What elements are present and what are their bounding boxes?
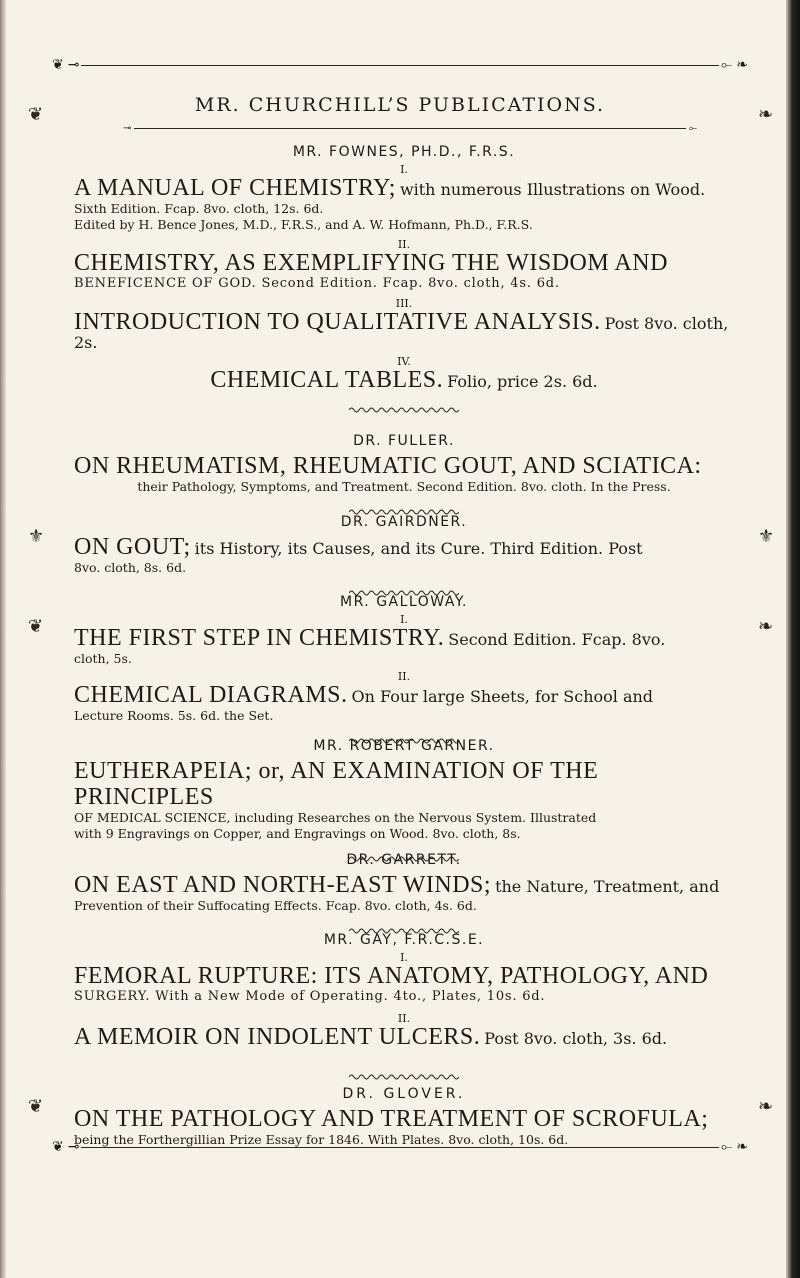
entry-details: Edited by H. Bence Jones, M.D., F.R.S., and A. W. Hofmann, Ph.D., F.R.S. (74, 217, 533, 232)
catalogue-entry (74, 534, 734, 560)
entry-number: I. (400, 163, 408, 176)
author-heading: MR. ROBERT GARNER. (313, 738, 495, 754)
wavy-divider (74, 1066, 734, 1076)
section-glover (74, 1086, 734, 1148)
side-flourish-icon: ❧ (758, 104, 774, 125)
entry-title: INTRODUCTION TO QUALITATIVE ANALYSIS. (74, 309, 601, 335)
wavy-divider (74, 501, 734, 511)
entry-title: FEMORAL RUPTURE: ITS ANATOMY, PATHOLOGY, AND (74, 963, 709, 989)
entry-title: ON EAST AND NORTH-EAST WINDS; (74, 872, 492, 898)
author-heading: DR. GAIRDNER. (340, 514, 468, 530)
entry-tail: Second Edition. Fcap. 8vo. (448, 630, 666, 649)
entry-details: Lecture Rooms. 5s. 6d. the Set. (74, 708, 274, 723)
side-flourish-icon: ❧ (758, 616, 774, 637)
head-rule: ⊸ ⟜ (123, 122, 697, 134)
section-fownes (74, 144, 734, 415)
entry-tail: Post 8vo. cloth, 2s. (74, 314, 729, 352)
entry-number: I. (400, 613, 408, 626)
catalogue-entry (74, 175, 734, 201)
section-gairdner (74, 514, 734, 598)
entry-tail: On Four large Sheets, for School and (351, 687, 654, 706)
entry-title: ON GOUT; (74, 534, 191, 560)
page-right-edge (786, 0, 800, 1278)
catalogue-entry (74, 309, 734, 352)
entry-number: II. (397, 670, 411, 683)
flourish-ornament-icon: ❦ (52, 57, 64, 73)
side-flourish-icon: ⚜ (28, 526, 45, 547)
entry-title: EUTHERAPEIA; or, AN EXAMINATION OF THE PRINCIPLES (74, 758, 599, 810)
flourish-ornament-icon: ❧ (736, 57, 748, 73)
catalogue-entry (74, 872, 734, 898)
bottom-ornamental-rule: ❦ ⊸ ⟜ ❧ (52, 1139, 748, 1155)
entry-details: OF MEDICAL SCIENCE, including Researches on the Nervous System. Illustrated (74, 810, 597, 825)
entry-tail: the Nature, Treatment, and (495, 877, 720, 896)
top-ornamental-rule: ❦ ⊸ ⟜ ❧ (52, 57, 748, 73)
section-galloway (74, 594, 734, 746)
entry-title: ON RHEUMATISM, RHEUMATIC GOUT, AND SCIATICA: (74, 453, 702, 479)
catalogue-entry (74, 1106, 734, 1132)
entry-details: Sixth Edition. Fcap. 8vo. cloth, 12s. 6d. (74, 201, 324, 216)
entry-title: A MANUAL OF CHEMISTRY; (74, 175, 396, 201)
side-flourish-icon: ❦ (28, 1096, 44, 1117)
side-flourish-icon: ❧ (758, 1096, 774, 1117)
entry-details: SURGERY. With a New Mode of Operating. 4to., Plates, 10s. 6d. (74, 989, 546, 1004)
catalogue-entry (74, 758, 734, 810)
catalogue-entry (74, 1024, 734, 1050)
author-heading: MR. FOWNES, PH.D., F.R.S. (292, 144, 516, 160)
author-heading: DR. GARRETT. (346, 852, 462, 868)
entry-details: cloth, 5s. (74, 651, 132, 666)
entry-tail: Post 8vo. cloth, 3s. 6d. (484, 1029, 668, 1048)
entry-number: III. (395, 297, 413, 310)
author-heading: DR. FULLER. (353, 433, 455, 449)
side-flourish-icon: ❦ (28, 616, 44, 637)
catalogue-entry (74, 682, 734, 708)
side-flourish-icon: ❦ (28, 104, 44, 125)
side-flourish-icon: ⚜ (758, 526, 775, 547)
entry-number: I. (400, 951, 408, 964)
catalogue-entry (74, 625, 734, 651)
wavy-divider (74, 582, 734, 592)
flourish-ornament-icon: ❦ (52, 1139, 64, 1155)
catalogue-entry (74, 367, 734, 393)
entry-number: II. (397, 238, 411, 251)
entry-number: IV. (397, 355, 411, 368)
entry-details: with 9 Engravings on Copper, and Engravings on Wood. 8vo. cloth, 8s. (74, 826, 521, 841)
entry-details: being the Forthergillian Prize Essay for 1846. With Plates. 8vo. cloth, 10s. 6d. (74, 1132, 569, 1147)
entry-title: THE FIRST STEP IN CHEMISTRY. (74, 625, 445, 651)
section-gay (74, 932, 734, 1082)
author-heading: MR. GALLOWAY. (340, 594, 468, 610)
author-heading: MR. GAY, F.R.C.S.E. (323, 932, 485, 948)
entry-tail: Folio, price 2s. 6d. (447, 372, 598, 391)
entry-title: CHEMICAL TABLES. (210, 367, 444, 393)
entry-number: II. (397, 1012, 411, 1025)
author-heading: DR. GLOVER. (342, 1086, 466, 1102)
entry-details: BENEFICENCE OF GOD. Second Edition. Fcap. 8vo. cloth, 4s. 6d. (74, 276, 560, 291)
wavy-divider (74, 920, 734, 930)
section-garrett (74, 852, 734, 936)
entry-details: 8vo. cloth, 8s. 6d. (74, 560, 187, 575)
entry-details: their Pathology, Symptoms, and Treatment. Second Edition. 8vo. cloth. In the Press. (137, 479, 671, 494)
catalogue-entry (74, 963, 734, 989)
section-garner (74, 738, 734, 864)
wavy-divider (74, 399, 734, 409)
catalogue-entry (74, 453, 734, 479)
entry-title: CHEMISTRY, AS EXEMPLIFYING THE WISDOM AND (74, 250, 668, 276)
entry-title: A MEMOIR ON INDOLENT ULCERS. (74, 1024, 481, 1050)
entry-title: ON THE PATHOLOGY AND TREATMENT OF SCROFULA; (74, 1106, 709, 1132)
page-left-edge (0, 0, 6, 1278)
running-head: MR. CHURCHILL’S PUBLICATIONS. (194, 94, 606, 116)
entry-details: Prevention of their Suffocating Effects. Fcap. 8vo. cloth, 4s. 6d. (74, 898, 477, 913)
entry-tail: with numerous Illustrations on Wood. (399, 180, 706, 199)
section-fuller (74, 433, 734, 517)
entry-title: CHEMICAL DIAGRAMS. (74, 682, 348, 708)
catalogue-entry (74, 250, 734, 276)
flourish-ornament-icon: ❧ (736, 1139, 748, 1155)
entry-tail: its History, its Causes, and its Cure. Third Edition. Post (194, 539, 643, 558)
